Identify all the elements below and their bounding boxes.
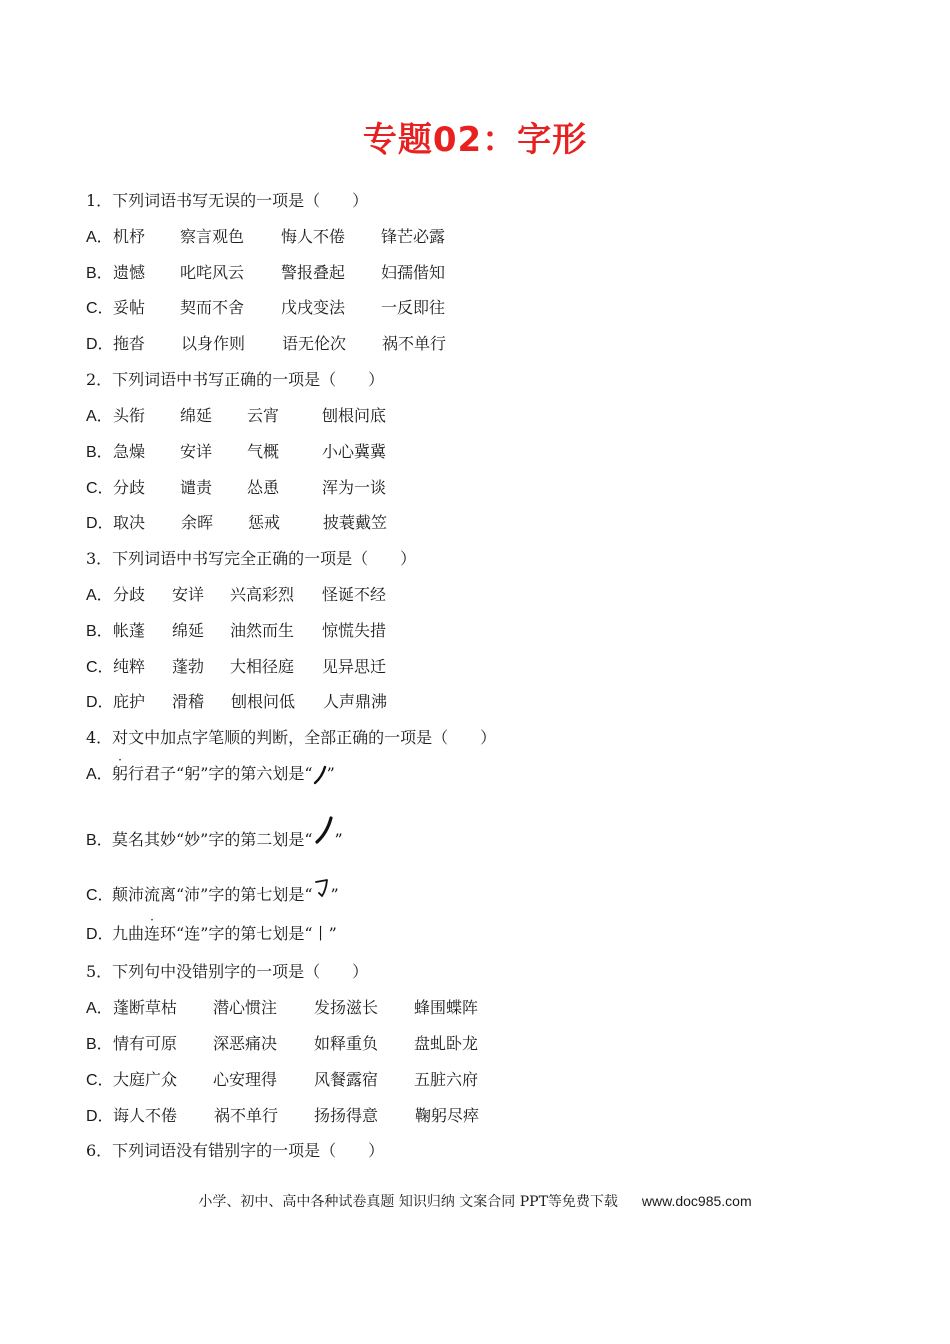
question-1-option-c	[86, 298, 446, 319]
question-5-stem: 5．下列句中没错别字的一项是（ ）	[86, 962, 369, 981]
word: 惊慌失措	[322, 621, 387, 640]
word: 见异思迁	[322, 657, 387, 676]
word: 风餐露宿	[314, 1070, 379, 1089]
option-label: C．	[86, 480, 114, 497]
word: 五脏六府	[414, 1070, 479, 1089]
word: 大相径庭	[230, 657, 295, 676]
word: 帐蓬	[113, 621, 146, 640]
option-label: A．	[86, 408, 113, 425]
word: 油然而生	[230, 621, 295, 640]
question-4-option-d	[86, 913, 337, 945]
question-2-stem: 2．下列词语中书写正确的一项是（ ）	[86, 370, 385, 389]
word: 蓬勃	[172, 657, 205, 676]
question-5-option-d	[86, 1106, 480, 1127]
question-3-option-d	[86, 692, 388, 713]
word: 头衔	[113, 406, 146, 425]
word: 祸不单行	[382, 334, 447, 353]
question-2-option-b	[86, 442, 387, 463]
word: 大庭广众	[113, 1070, 178, 1089]
word: 取决	[113, 513, 146, 532]
word: 妥帖	[113, 298, 146, 317]
option-label: D．	[86, 1108, 114, 1125]
option-text: 行君子“躬”字的第六划是“	[128, 764, 313, 783]
question-4-stem: 4．对文中加点字笔顺的判断，全部正确的一项是（ ）	[86, 728, 497, 747]
word: 庇护	[113, 692, 146, 711]
word: 拖沓	[113, 334, 146, 353]
word: 祸不单行	[214, 1106, 279, 1125]
option-text: 莫名其妙“妙”字的第二划是“	[112, 830, 313, 849]
word: 分歧	[113, 478, 146, 497]
word: 云宵	[247, 406, 280, 425]
stroke-pie-icon	[313, 765, 327, 785]
question-5-option-c	[86, 1070, 479, 1091]
word: 鞠躬尽瘁	[415, 1106, 480, 1125]
question-3-option-b	[86, 621, 387, 642]
option-label: B．	[86, 444, 113, 461]
question-3-stem: 3．下列词语中书写完全正确的一项是（ ）	[86, 549, 417, 568]
emphasis-dot-icon: ·	[118, 753, 122, 767]
word: 余晖	[181, 513, 214, 532]
stroke-pie-icon	[313, 815, 335, 851]
word: 警报叠起	[281, 263, 346, 282]
word: 心安理得	[213, 1070, 278, 1089]
word: 谴责	[180, 478, 213, 497]
option-label: C．	[86, 659, 114, 676]
word: 披蓑戴笠	[323, 513, 388, 532]
word: 情有可原	[113, 1034, 178, 1053]
word: 刨根问底	[322, 406, 387, 425]
word: 怂恿	[247, 478, 280, 497]
word: 深恶痛决	[213, 1034, 278, 1053]
word: 分歧	[113, 585, 146, 604]
footer-text: 小学、初中、高中各种试卷真题 知识归纳 文案合同 PPT等免费下载	[198, 1194, 618, 1210]
word: 潜心惯注	[213, 998, 278, 1017]
question-3-option-c	[86, 657, 387, 678]
page-footer	[0, 1191, 950, 1211]
option-label: A．	[86, 587, 113, 604]
option-label: A．	[86, 766, 113, 783]
word: 绵延	[172, 621, 205, 640]
question-4-option-b	[86, 815, 343, 851]
question-4-option-c	[86, 876, 339, 906]
option-text: 环“连”字的第七划是“丨”	[160, 924, 337, 943]
word: 蓬断草枯	[113, 998, 178, 1017]
word: 戊戌变法	[281, 298, 346, 317]
option-label: C．	[86, 1072, 114, 1089]
option-label: A．	[86, 229, 113, 246]
question-2-option-d	[86, 513, 388, 534]
question-1-option-b	[86, 263, 446, 284]
question-1-option-d	[86, 334, 447, 355]
word: 以身作则	[181, 334, 246, 353]
word: 急燥	[113, 442, 146, 461]
word: 气概	[247, 442, 280, 461]
close-quote: ”	[330, 885, 339, 904]
word: 妇孺偕知	[381, 263, 446, 282]
word: 发扬滋长	[314, 998, 379, 1017]
option-label: B．	[86, 265, 113, 282]
word: 契而不舍	[180, 298, 245, 317]
option-label: D．	[86, 694, 114, 711]
word: 纯粹	[113, 657, 146, 676]
question-5-option-a	[86, 998, 479, 1019]
word: 悔人不倦	[281, 227, 346, 246]
word: 蜂围蝶阵	[414, 998, 479, 1017]
option-label: B．	[86, 623, 113, 640]
stroke-hengzhegou-icon	[313, 876, 331, 906]
option-label: B．	[86, 1036, 113, 1053]
footer-link[interactable]: www.doc985.com	[641, 1193, 752, 1209]
word: 锋芒必露	[381, 227, 446, 246]
word: 遗憾	[113, 263, 146, 282]
option-label: C．	[86, 887, 114, 904]
question-5-option-b	[86, 1034, 479, 1055]
page-title: 专题02：字形	[362, 120, 588, 160]
word: 察言观色	[180, 227, 245, 246]
word: 怪诞不经	[322, 585, 387, 604]
word: 绵延	[180, 406, 213, 425]
option-label: A．	[86, 1000, 113, 1017]
question-1-stem: 1．下列词语书写无误的一项是（ ）	[86, 191, 369, 210]
word: 刨根问低	[231, 692, 296, 711]
option-label: B．	[86, 832, 113, 849]
option-label: D．	[86, 515, 114, 532]
word: 滑稽	[172, 692, 205, 711]
option-text: 颠沛流离“沛”字的第七划是“	[112, 885, 313, 904]
word: 惩戒	[248, 513, 281, 532]
question-2-option-a	[86, 406, 387, 427]
option-label: D．	[86, 926, 114, 943]
word: 人声鼎沸	[323, 692, 388, 711]
word: 语无伦次	[282, 334, 347, 353]
word: 小心冀冀	[322, 442, 387, 461]
question-6-stem: 6．下列词语没有错别字的一项是（ ）	[86, 1141, 385, 1160]
close-quote: ”	[334, 830, 343, 849]
option-label: C．	[86, 300, 114, 317]
option-text: 九曲	[112, 924, 145, 943]
option-label: D．	[86, 336, 114, 353]
word: 诲人不倦	[113, 1106, 178, 1125]
question-2-option-c	[86, 478, 387, 499]
dotted-character: · 躬	[112, 753, 129, 783]
word: 安详	[172, 585, 205, 604]
question-4-option-a	[86, 753, 335, 785]
question-3-option-a	[86, 585, 387, 606]
word: 浑为一谈	[322, 478, 387, 497]
word: 一反即往	[381, 298, 446, 317]
dotted-character: · 连	[144, 913, 161, 943]
word: 机杼	[113, 227, 146, 246]
word: 兴高彩烈	[230, 585, 295, 604]
word: 盘虬卧龙	[414, 1034, 479, 1053]
word: 安详	[180, 442, 213, 461]
word: 叱咤风云	[180, 263, 245, 282]
word: 扬扬得意	[314, 1106, 379, 1125]
question-1-option-a	[86, 227, 446, 248]
close-quote: ”	[326, 764, 335, 783]
emphasis-dot-icon: ·	[150, 913, 154, 927]
word: 如释重负	[314, 1034, 379, 1053]
